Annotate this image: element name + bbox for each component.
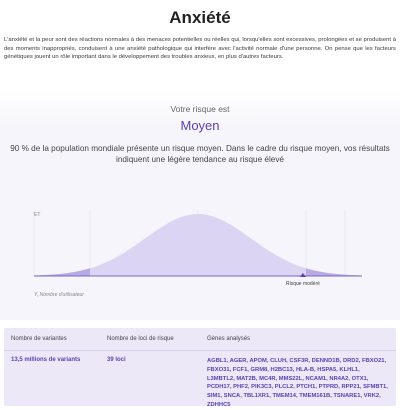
gene-item: VRK2, [363,393,381,400]
gene-item: AGBL1, [207,358,229,364]
loci-value: 39 loci [107,357,126,363]
gene-item: CSF3R, [289,358,311,364]
distribution-left-tail [34,268,90,276]
gene-item: FCF1, [232,366,249,373]
risk-distribution-chart [0,208,400,320]
header-loci: Nombre de loci de risque [107,336,174,342]
intro-paragraph: L'anxiété et la peur sont des réactions normales à des menaces potentielles ou réelles qui, lorsqu'elles sont excessives, prolongées et se produisent à des moments inappropriés, conduisent à une anxiété pathologique qui interfère avec l'activité normale d'une personne. On pense que les facteurs génétiques jouent un rôle important dans le développement des troubles anxieux, en plus d'autres facteurs. [4,37,396,61]
gene-item: NCAM1, [305,375,328,382]
gene-item: PLCL2, [274,384,295,391]
gene-item: PHF2, [233,384,250,391]
genetics-table [4,328,396,406]
genes-list [207,357,389,410]
gene-item: L3MBTL2, [207,375,235,382]
gene-item: FBXO31, [207,366,232,373]
gene-item: HLA-B, [295,366,316,373]
gene-item: TMEM14, [272,393,298,400]
page-title: Anxiété [169,8,231,27]
gene-item: CLUH, [270,358,288,364]
gene-item: TMEM161B, [299,393,332,400]
risk-description: 90 % de la population mondiale présente un risque moyen. Dans le cadre du risque moyen, vos résultats indiquent une légère tendance au risque élevé [10,144,390,164]
risk-value: Moyen [180,118,220,133]
y-axis-label: ET [34,212,41,218]
gene-item: PIK3C3, [251,384,274,391]
distribution-right-tail [306,268,362,276]
header-variants: Nombre de variantes [11,336,67,342]
x-axis-label: Y, Nombre d'utilisateur [34,292,84,298]
gene-item: H2BC13, [270,366,295,373]
gene-item: PTPRD, [318,384,340,391]
risk-marker-label: Risque modéré [286,281,320,287]
gene-item: PCDH17, [207,384,232,391]
gene-item: HSPA5, [317,366,338,373]
gene-item: DENND1B, [311,358,342,364]
risk-label: Votre risque est [170,104,230,114]
gene-item: MMS22L, [278,375,304,382]
gene-item: APOM, [249,358,269,364]
header-genes: Gènes analysés [207,336,251,342]
gene-item: FBXO21, [361,358,387,364]
gene-item: AGER, [229,358,249,364]
gene-item: ZDHHC5 [207,401,231,408]
gene-item: TBL1XR1, [243,393,271,400]
gene-item: SNCA, [223,393,242,400]
gene-item: KLHL1, [339,366,360,373]
gene-item: RPP21, [341,384,362,391]
gene-item: MC4R, [259,375,278,382]
gene-item: NR4A2, [329,375,351,382]
gene-item: MAT2B, [236,375,258,382]
table-divider [4,350,396,351]
gene-item: OTX1, [351,375,369,382]
gene-item: SFMBT1, [363,384,388,391]
gene-item: DRD2, [342,358,361,364]
distribution-curve [34,214,362,276]
gene-item: TSNARE1, [333,393,363,400]
risk-section [0,88,400,320]
gene-item: GRM8, [250,366,269,373]
variants-value: 13,5 millions de variants [11,357,81,363]
gene-item: SIM1, [207,393,223,400]
gene-item: PTCH1, [296,384,317,391]
